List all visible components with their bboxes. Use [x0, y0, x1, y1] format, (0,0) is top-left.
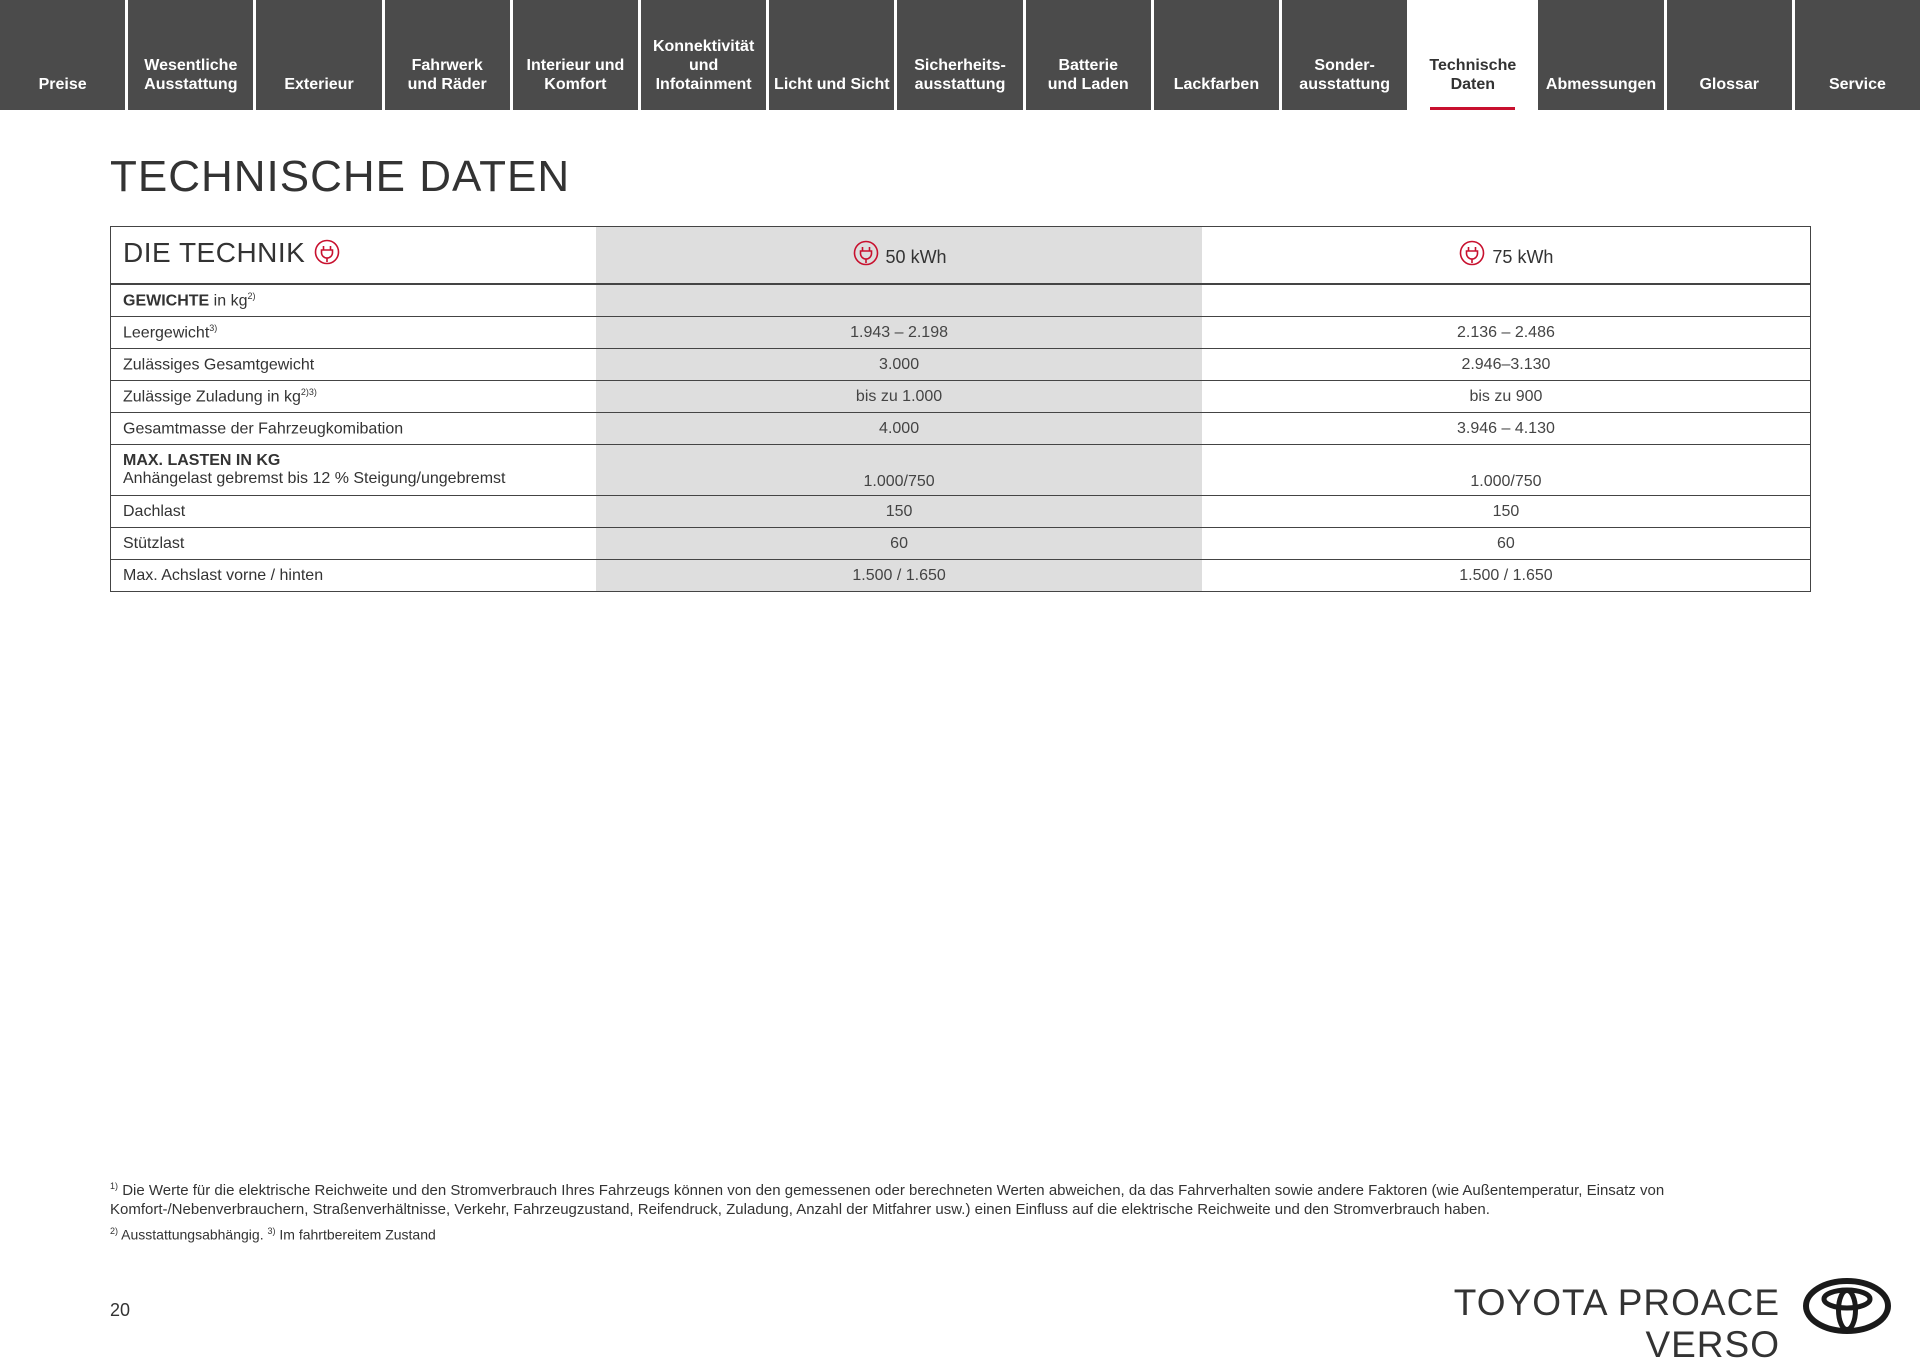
section-title-weights: GEWICHTE in $kg^{2)}$ [111, 284, 597, 317]
value-50kwh: bis zu 1.000 [596, 381, 1202, 413]
footnotes [110, 1177, 1810, 1245]
tab-konnektivität-und-infotainment[interactable]: Konnektivität und Infotainment [641, 0, 766, 110]
section-row-loads [111, 445, 1811, 496]
row-label: Dachlast [111, 496, 597, 528]
page-title: TECHNISCHE DATEN [110, 152, 571, 201]
table-header-row [111, 227, 1811, 285]
tab-technische-daten[interactable]: Technische Daten [1410, 0, 1535, 110]
value-75kwh: 2.946–3.130 [1202, 349, 1811, 381]
tab-preise[interactable]: Preise [0, 0, 125, 110]
value-75kwh: 3.946 – 4.130 [1202, 413, 1811, 445]
row-label: Stützlast [111, 528, 597, 560]
table-row [111, 413, 1811, 445]
tab-service[interactable]: Service [1795, 0, 1920, 110]
value-50kwh: 1.000/750 [596, 445, 1202, 496]
value-75kwh: 2.136 – 2.486 [1202, 317, 1811, 349]
value-75kwh: 60 [1202, 528, 1811, 560]
value-50kwh: 150 [596, 496, 1202, 528]
electric-plug-icon [852, 239, 880, 272]
row-label: Leergewicht$^{3)}$ [111, 317, 597, 349]
tab-abmessungen[interactable]: Abmessungen [1538, 0, 1663, 110]
tab-sicherheits-ausstattung[interactable]: Sicherheits- ausstattung [897, 0, 1022, 110]
row-label: Gesamtmasse der Fahrzeugkomibation [111, 413, 597, 445]
value-75kwh: 1.500 / 1.650 [1202, 560, 1811, 592]
row-label: Zulässige Zuladung in $kg^{2)3)}$ [111, 381, 597, 413]
electric-plug-icon [1458, 239, 1486, 272]
tab-fahrwerk-und-räder[interactable]: Fahrwerk und Räder [385, 0, 510, 110]
page-number: 20 [110, 1300, 131, 1320]
technical-data-table [110, 226, 1811, 592]
footnote-2-3: $^{2)}$ Ausstattungsabhängig. $^{3)}$ Im fahrtbereitem Zustand [110, 1226, 436, 1243]
table-row [111, 317, 1811, 349]
row-label: Max. Achslast vorne / hinten [111, 560, 597, 592]
tab-licht-und-sicht[interactable]: Licht und Sicht [769, 0, 894, 110]
table-header-label: DIE TECHNIK [111, 227, 597, 285]
section-navigation [0, 0, 1920, 110]
section-row-weights [111, 284, 1811, 317]
table-row [111, 349, 1811, 381]
value-50kwh: 4.000 [596, 413, 1202, 445]
value-75kwh: 1.000/750 [1202, 445, 1811, 496]
electric-plug-icon [313, 238, 341, 273]
tab-wesentliche-ausstattung[interactable]: Wesentliche Ausstattung [128, 0, 253, 110]
value-50kwh: 3.000 [596, 349, 1202, 381]
table-row [111, 560, 1811, 592]
tab-sonder-ausstattung[interactable]: Sonder- ausstattung [1282, 0, 1407, 110]
value-50kwh: 60 [596, 528, 1202, 560]
value-75kwh: 150 [1202, 496, 1811, 528]
row-label: Zulässiges Gesamtgewicht [111, 349, 597, 381]
table-row [111, 496, 1811, 528]
value-50kwh: 1.500 / 1.650 [596, 560, 1202, 592]
variant-header-50kwh: 50 kWh [596, 227, 1202, 285]
toyota-logo-icon [1802, 1277, 1892, 1340]
tab-batterie-und-laden[interactable]: Batterie und Laden [1026, 0, 1151, 110]
tab-glossar[interactable]: Glossar [1667, 0, 1792, 110]
value-75kwh: bis zu 900 [1202, 381, 1811, 413]
variant-header-75kwh: 75 kWh [1202, 227, 1811, 285]
tab-interieur-und-komfort[interactable]: Interieur und Komfort [513, 0, 638, 110]
tab-exterieur[interactable]: Exterieur [256, 0, 381, 110]
table-row [111, 381, 1811, 413]
brand-name: TOYOTA PROACE VERSO [1453, 1282, 1780, 1365]
tab-lackfarben[interactable]: Lackfarben [1154, 0, 1279, 110]
footnote-1: $^{1)}$ Die Werte für die elektrische Reichweite und den Stromverbrauch Ihres Fahrzeugs können von den gemessenen oder berechneten Werten abweichen, da das Fahrverhalten sowie andere Faktoren (wie Außentemperatur, Einsatz von Komfort-/Nebenverbrauchern, Straßenverhältnisse, Verkehr, Fahrzeugzustand, Reifendruck, Zuladung, Anzahl der Mitfahrer usw.) einen Einfluss auf die elektrische Reichweite und den Stromverbrauch haben. [110, 1181, 1665, 1218]
value-50kwh: 1.943 – 2.198 [596, 317, 1202, 349]
section-title-loads: MAX. LASTEN IN KG Anhängelast gebremst bis 12 % Steigung/ungebremst [111, 445, 597, 496]
table-row [111, 528, 1811, 560]
